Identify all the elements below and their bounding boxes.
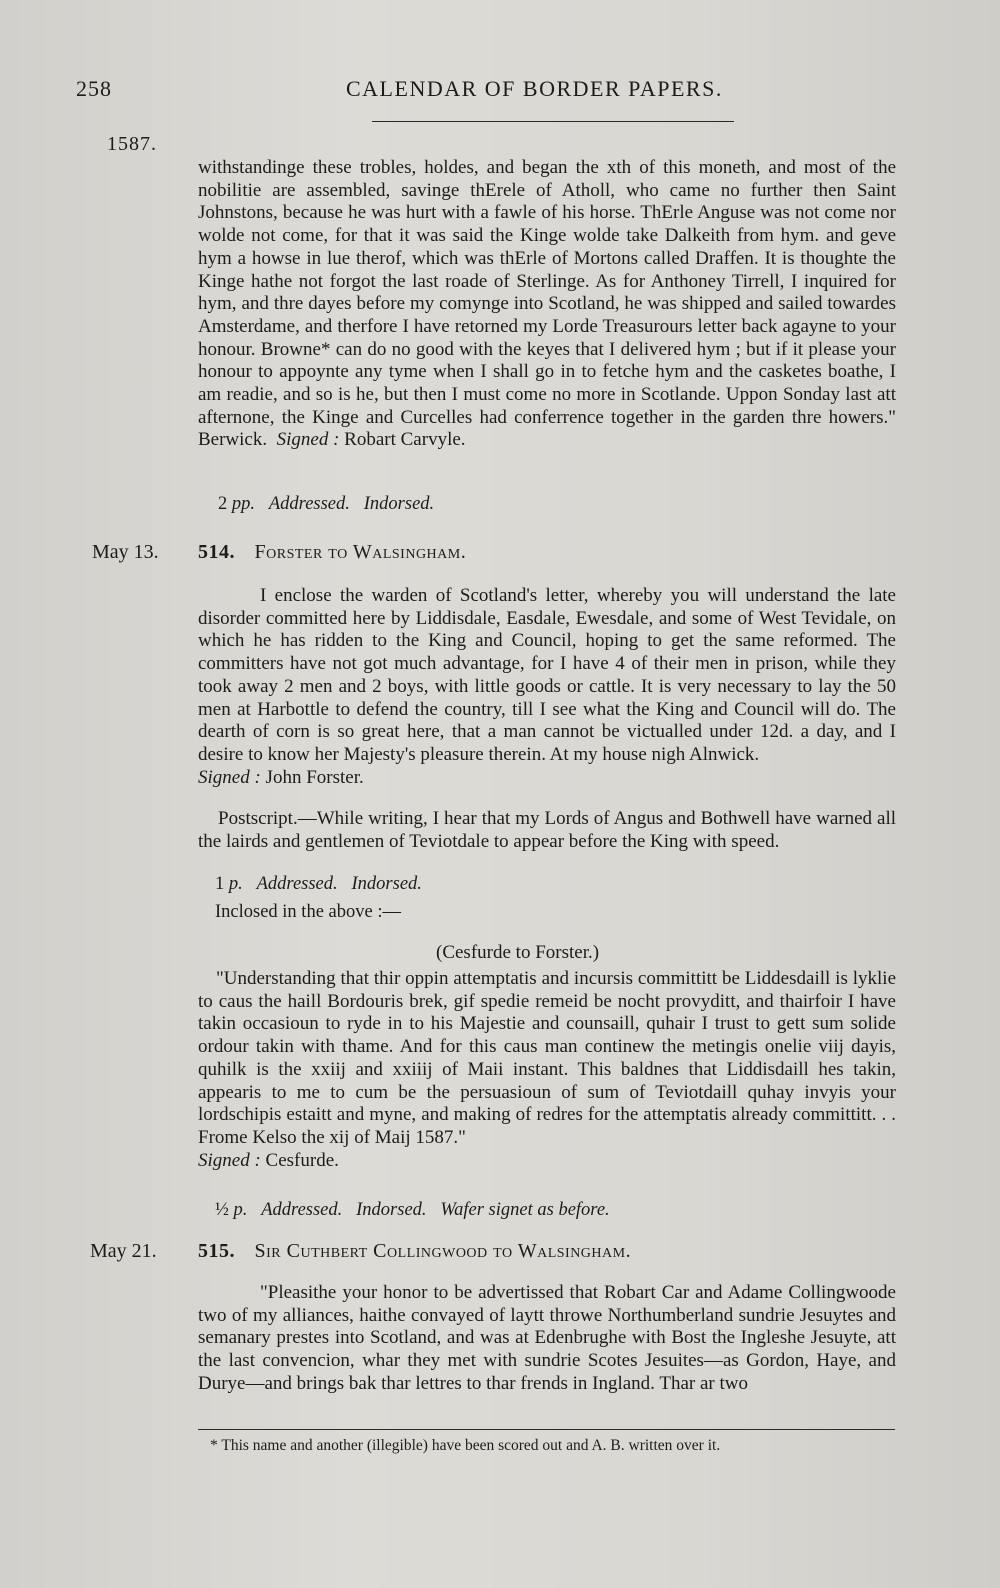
signed-name: Robart Carvyle. [344,429,466,451]
entry-515-title: Sir Cuthbert Collingwood to Walsingham. [254,1240,632,1262]
entry-continuation [198,157,896,452]
entry-514-signed: Signed : John Forster. [198,766,364,788]
margin-year: 1587. [107,133,157,155]
entry-515-body [198,1282,896,1396]
entry-514-text: I enclose the warden of Scotland's letter, whereby you will understand the late disorder committed here by Liddisdale, Easdale, Ewesdale, and some of West Tevidale, on which he has ridden to the King and Council, hoping to get the same reformed. The committers have not got much advantage, for I have 4 of their men in prison, while they took away 2 men and 2 boys, with little goods or cattle. It is very necessary to lay the 50 men at Harbottle to defend the country, till I see what the King and Council will do. The dearth of corn is so great here, that a man cannot be victualled under 12d. a day, and I desire to know her Majesty's pleasure therein. At my house nigh Alnwick. [198,585,896,765]
footnote-rule [198,1429,895,1430]
header-rule [372,121,734,122]
enclosure-body [198,968,896,1172]
entry-514-title: Forster to Walsingham. [254,541,467,563]
entry-515-text: "Pleasithe your honor to be advertissed that Robart Car and Adame Collingwoode two of my alliances, haithe convayed of laytt throwe Northumberland sundrie Jesuytes and semanary prestes into Scotland, and was at Edenbrughe with Bost the Ingleshe Jesuyte, att the last convencion, whar they met with sundrie Scotes Jesuites—as Gordon, Haye, and Durye—and brings bak thar lettres to thar frends in Ingland. Thar ar two [198,1282,896,1394]
enclosure-text: "Understanding that thir oppin attemptatis and incursis committitt be Liddesdaill is lyklie to caus the haill Bordouris brek, gif spedie remeid be nocht provyditt, and thairfoir I have takin occasioun to ryde in to his Majestie and counsaill, quhair I trust to gett sum solide ordour takin with thame. And for this caus man continew the metingis onelie viij dayis, quhilk is the xxiij and xxiiij of Maii instant. This baldnes that Liddisdaill hes takin, appearis to me to cum be the persuasioun of sum of Teviotdaill quhay invyis your lordschipis estaitt and myne, and making of redres for the attemptatis already committitt. . . Frome Kelso the xij of Maij 1587." [198,968,896,1148]
entry-514-meta: 1 p. Addressed. Indorsed. [215,874,422,894]
entry-515-heading: 515. Sir Cuthbert Collingwood to Walsingham. [198,1240,632,1262]
entry-514-heading: 514. Forster to Walsingham. [198,541,467,563]
enclosure-signed: Signed : Cesfurde. [198,1149,339,1171]
enclosure-title: (Cesfurde to Forster.) [436,942,600,963]
running-title: CALENDAR OF BORDER PAPERS. [346,76,723,101]
cont-meta: 2 pp. Addressed. Indorsed. [218,494,435,514]
enclosure-meta: ½ p. Addressed. Indorsed. Wafer signet as before. [215,1200,610,1220]
page-number: 258 [76,76,112,101]
entry-514-date: May 13. [92,541,159,563]
entry-514-postscript: Postscript.—While writing, I hear that my Lords of Angus and Bothwell have warned all the lairds and gentlemen of Teviotdale to appear before the King with speed. [198,808,896,852]
continuation-text: withstandinge these trobles, holdes, and began the xth of this moneth, and most of the nobilitie are assembled, savinge thErele of Atholl, who came no further then Saint Johnstons, because he was hurt with a fawle of his horse. ThErle Anguse was not come nor wolde not come, for that it was said the Kinge wolde take Dalkeith from hym. and geve hym a howse in lue therof, which was thErle of Mortons called Draffen. It is thoughte the Kinge hathe not forgot the last roade of Sterlinge. As for Anthoney Tirrell, I inquired for hym, and thre dayes before my comynge into Scotland, he was shipped and sailed towardes Amsterdame, and therfore I have retorned my Lorde Treasurours letter back agayne to your honour. Browne* can do no good with the keyes that I delivered hym ; but if it please your honour to appoynte any tyme when I shall go in to fetche hym and the casketes boathe, I am readie, and so is he, but then I must come no more in Scotlande. Uppon Sonday last att afternone, the Kinge and Curcelles had conferrence together in the garden thre howers." Berwick. Signed : Robart Carvyle. [198,157,896,451]
entry-515-date: May 21. [90,1240,157,1262]
footnote: * This name and another (illegible) have been scored out and A. B. written over it. [210,1437,721,1454]
entry-514-postscript-block [198,808,896,853]
signed-label: Signed : [276,429,340,451]
inclosed-note: Inclosed in the above :— [215,902,401,922]
entry-514-body [198,585,896,789]
page-header [76,76,766,116]
